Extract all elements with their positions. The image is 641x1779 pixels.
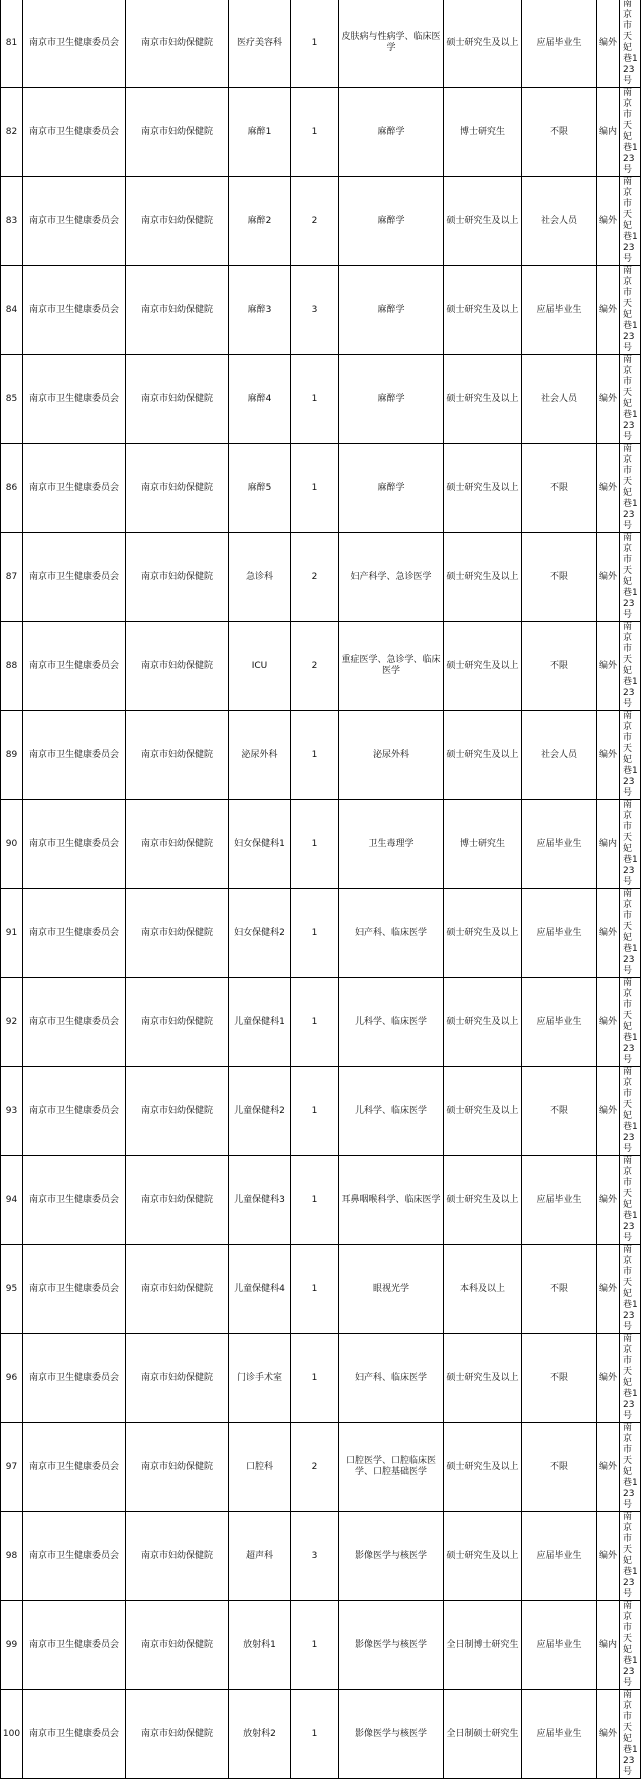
cell-headcount: 1 (291, 1334, 339, 1423)
cell-position: 麻醉3 (229, 266, 291, 355)
cell-department: 南京市卫生健康委员会 (23, 1334, 126, 1423)
cell-address: 南京市天妃巷123号 (620, 444, 641, 533)
cell-target-group: 应届毕业生 (522, 1690, 597, 1779)
cell-position: 麻醉1 (229, 88, 291, 177)
cell-target-group: 应届毕业生 (522, 1156, 597, 1245)
cell-employer: 南京市妇幼保健院 (126, 889, 229, 978)
cell-major: 妇产科、临床医学 (339, 889, 444, 978)
cell-number: 85 (1, 355, 23, 444)
cell-education: 硕士研究生及以上 (444, 1512, 522, 1601)
cell-major: 口腔医学、口腔临床医学、口腔基础医学 (339, 1423, 444, 1512)
cell-target-group: 不限 (522, 1245, 597, 1334)
cell-department: 南京市卫生健康委员会 (23, 533, 126, 622)
cell-major: 麻醉学 (339, 266, 444, 355)
cell-staffing: 编内 (597, 1601, 620, 1690)
cell-target-group: 不限 (522, 533, 597, 622)
cell-employer: 南京市妇幼保健院 (126, 355, 229, 444)
cell-number: 86 (1, 444, 23, 533)
cell-headcount: 1 (291, 444, 339, 533)
cell-position: 超声科 (229, 1512, 291, 1601)
cell-number: 83 (1, 177, 23, 266)
cell-employer: 南京市妇幼保健院 (126, 1690, 229, 1779)
cell-headcount: 1 (291, 1067, 339, 1156)
cell-staffing: 编外 (597, 978, 620, 1067)
cell-department: 南京市卫生健康委员会 (23, 177, 126, 266)
cell-major: 妇产科学、急诊医学 (339, 533, 444, 622)
cell-number: 94 (1, 1156, 23, 1245)
cell-address: 南京市天妃巷123号 (620, 177, 641, 266)
cell-major: 眼视光学 (339, 1245, 444, 1334)
cell-position: 儿童保健科1 (229, 978, 291, 1067)
cell-headcount: 1 (291, 1245, 339, 1334)
table-row (1, 533, 641, 622)
cell-target-group: 应届毕业生 (522, 800, 597, 889)
cell-department: 南京市卫生健康委员会 (23, 1245, 126, 1334)
cell-department: 南京市卫生健康委员会 (23, 1067, 126, 1156)
table-row (1, 1245, 641, 1334)
cell-staffing: 编外 (597, 889, 620, 978)
cell-staffing: 编外 (597, 1423, 620, 1512)
cell-address: 南京市天妃巷123号 (620, 266, 641, 355)
cell-department: 南京市卫生健康委员会 (23, 88, 126, 177)
cell-number: 91 (1, 889, 23, 978)
cell-education: 硕士研究生及以上 (444, 1334, 522, 1423)
cell-employer: 南京市妇幼保健院 (126, 1601, 229, 1690)
cell-address: 南京市天妃巷123号 (620, 1245, 641, 1334)
cell-position: 儿童保健科3 (229, 1156, 291, 1245)
cell-major: 妇产科、临床医学 (339, 1334, 444, 1423)
cell-headcount: 2 (291, 177, 339, 266)
cell-address: 南京市天妃巷123号 (620, 622, 641, 711)
cell-position: 口腔科 (229, 1423, 291, 1512)
cell-number: 92 (1, 978, 23, 1067)
cell-position: 放射科1 (229, 1601, 291, 1690)
cell-headcount: 1 (291, 1601, 339, 1690)
table-row (1, 1334, 641, 1423)
cell-major: 耳鼻咽喉科学、临床医学 (339, 1156, 444, 1245)
cell-employer: 南京市妇幼保健院 (126, 978, 229, 1067)
cell-major: 皮肤病与性病学、临床医学 (339, 0, 444, 88)
cell-staffing: 编外 (597, 444, 620, 533)
cell-education: 博士研究生 (444, 800, 522, 889)
cell-employer: 南京市妇幼保健院 (126, 800, 229, 889)
cell-staffing: 编外 (597, 533, 620, 622)
cell-target-group: 社会人员 (522, 177, 597, 266)
table-row (1, 622, 641, 711)
cell-education: 硕士研究生及以上 (444, 1423, 522, 1512)
cell-department: 南京市卫生健康委员会 (23, 355, 126, 444)
cell-staffing: 编外 (597, 711, 620, 800)
cell-employer: 南京市妇幼保健院 (126, 444, 229, 533)
cell-education: 硕士研究生及以上 (444, 266, 522, 355)
cell-employer: 南京市妇幼保健院 (126, 1512, 229, 1601)
cell-department: 南京市卫生健康委员会 (23, 1423, 126, 1512)
cell-number: 93 (1, 1067, 23, 1156)
cell-education: 硕士研究生及以上 (444, 889, 522, 978)
cell-headcount: 1 (291, 978, 339, 1067)
cell-major: 卫生毒理学 (339, 800, 444, 889)
cell-address: 南京市天妃巷123号 (620, 1334, 641, 1423)
cell-number: 95 (1, 1245, 23, 1334)
cell-headcount: 3 (291, 266, 339, 355)
cell-education: 本科及以上 (444, 1245, 522, 1334)
cell-number: 87 (1, 533, 23, 622)
cell-department: 南京市卫生健康委员会 (23, 1601, 126, 1690)
cell-staffing: 编外 (597, 0, 620, 88)
cell-major: 儿科学、临床医学 (339, 1067, 444, 1156)
cell-target-group: 应届毕业生 (522, 889, 597, 978)
cell-major: 影像医学与核医学 (339, 1601, 444, 1690)
cell-address: 南京市天妃巷123号 (620, 978, 641, 1067)
cell-employer: 南京市妇幼保健院 (126, 266, 229, 355)
cell-major: 重症医学、急诊学、临床医学 (339, 622, 444, 711)
cell-employer: 南京市妇幼保健院 (126, 1334, 229, 1423)
cell-education: 博士研究生 (444, 88, 522, 177)
table-row (1, 1423, 641, 1512)
cell-target-group: 应届毕业生 (522, 0, 597, 88)
cell-department: 南京市卫生健康委员会 (23, 889, 126, 978)
cell-staffing: 编外 (597, 622, 620, 711)
cell-staffing: 编外 (597, 1067, 620, 1156)
cell-headcount: 1 (291, 0, 339, 88)
cell-staffing: 编外 (597, 1334, 620, 1423)
cell-staffing: 编外 (597, 266, 620, 355)
cell-department: 南京市卫生健康委员会 (23, 1156, 126, 1245)
cell-education: 硕士研究生及以上 (444, 711, 522, 800)
cell-department: 南京市卫生健康委员会 (23, 800, 126, 889)
table-row (1, 266, 641, 355)
cell-address: 南京市天妃巷123号 (620, 88, 641, 177)
cell-headcount: 1 (291, 88, 339, 177)
cell-staffing: 编外 (597, 177, 620, 266)
cell-major: 麻醉学 (339, 444, 444, 533)
cell-employer: 南京市妇幼保健院 (126, 0, 229, 88)
table-row (1, 1156, 641, 1245)
cell-number: 82 (1, 88, 23, 177)
table-row (1, 1067, 641, 1156)
cell-address: 南京市天妃巷123号 (620, 1423, 641, 1512)
cell-education: 硕士研究生及以上 (444, 0, 522, 88)
cell-number: 84 (1, 266, 23, 355)
cell-target-group: 不限 (522, 444, 597, 533)
cell-position: 儿童保健科2 (229, 1067, 291, 1156)
cell-education: 硕士研究生及以上 (444, 177, 522, 266)
table-row (1, 1690, 641, 1779)
cell-target-group: 应届毕业生 (522, 1512, 597, 1601)
table-row (1, 355, 641, 444)
cell-employer: 南京市妇幼保健院 (126, 1156, 229, 1245)
cell-staffing: 编外 (597, 1156, 620, 1245)
table-row (1, 444, 641, 533)
table-row (1, 1601, 641, 1690)
cell-education: 硕士研究生及以上 (444, 1156, 522, 1245)
cell-headcount: 1 (291, 1156, 339, 1245)
cell-education: 全日制硕士研究生 (444, 1690, 522, 1779)
table-row (1, 800, 641, 889)
cell-staffing: 编外 (597, 1245, 620, 1334)
cell-address: 南京市天妃巷123号 (620, 889, 641, 978)
cell-education: 全日制博士研究生 (444, 1601, 522, 1690)
cell-target-group: 应届毕业生 (522, 1601, 597, 1690)
cell-position: 门诊手术室 (229, 1334, 291, 1423)
cell-position: 儿童保健科4 (229, 1245, 291, 1334)
cell-headcount: 2 (291, 533, 339, 622)
cell-department: 南京市卫生健康委员会 (23, 711, 126, 800)
cell-employer: 南京市妇幼保健院 (126, 711, 229, 800)
cell-number: 81 (1, 0, 23, 88)
cell-target-group: 不限 (522, 88, 597, 177)
cell-employer: 南京市妇幼保健院 (126, 177, 229, 266)
cell-target-group: 不限 (522, 1423, 597, 1512)
cell-major: 麻醉学 (339, 177, 444, 266)
cell-target-group: 应届毕业生 (522, 978, 597, 1067)
cell-target-group: 应届毕业生 (522, 266, 597, 355)
cell-major: 泌尿外科 (339, 711, 444, 800)
table-row (1, 889, 641, 978)
cell-headcount: 1 (291, 1690, 339, 1779)
cell-education: 硕士研究生及以上 (444, 978, 522, 1067)
cell-address: 南京市天妃巷123号 (620, 1067, 641, 1156)
cell-number: 89 (1, 711, 23, 800)
cell-major: 影像医学与核医学 (339, 1512, 444, 1601)
table-row (1, 1512, 641, 1601)
cell-staffing: 编内 (597, 88, 620, 177)
cell-employer: 南京市妇幼保健院 (126, 533, 229, 622)
cell-employer: 南京市妇幼保健院 (126, 622, 229, 711)
cell-number: 88 (1, 622, 23, 711)
cell-employer: 南京市妇幼保健院 (126, 1245, 229, 1334)
cell-target-group: 不限 (522, 1067, 597, 1156)
table-row (1, 0, 641, 88)
cell-education: 硕士研究生及以上 (444, 622, 522, 711)
cell-address: 南京市天妃巷123号 (620, 800, 641, 889)
cell-headcount: 1 (291, 889, 339, 978)
cell-headcount: 3 (291, 1512, 339, 1601)
cell-headcount: 1 (291, 711, 339, 800)
cell-address: 南京市天妃巷123号 (620, 1512, 641, 1601)
cell-position: ICU (229, 622, 291, 711)
cell-number: 99 (1, 1601, 23, 1690)
table-body (1, 0, 641, 1779)
cell-headcount: 1 (291, 355, 339, 444)
cell-target-group: 社会人员 (522, 355, 597, 444)
cell-address: 南京市天妃巷123号 (620, 1156, 641, 1245)
cell-employer: 南京市妇幼保健院 (126, 88, 229, 177)
cell-address: 南京市天妃巷123号 (620, 355, 641, 444)
cell-headcount: 2 (291, 1423, 339, 1512)
cell-headcount: 2 (291, 622, 339, 711)
cell-number: 100 (1, 1690, 23, 1779)
cell-department: 南京市卫生健康委员会 (23, 444, 126, 533)
cell-department: 南京市卫生健康委员会 (23, 978, 126, 1067)
cell-department: 南京市卫生健康委员会 (23, 266, 126, 355)
cell-number: 98 (1, 1512, 23, 1601)
cell-position: 放射科2 (229, 1690, 291, 1779)
cell-position: 医疗美容科 (229, 0, 291, 88)
cell-target-group: 不限 (522, 1334, 597, 1423)
cell-address: 南京市天妃巷123号 (620, 1690, 641, 1779)
cell-position: 妇女保健科1 (229, 800, 291, 889)
cell-staffing: 编外 (597, 1690, 620, 1779)
cell-target-group: 社会人员 (522, 711, 597, 800)
cell-target-group: 不限 (522, 622, 597, 711)
cell-address: 南京市天妃巷123号 (620, 1601, 641, 1690)
cell-education: 硕士研究生及以上 (444, 444, 522, 533)
cell-address: 南京市天妃巷123号 (620, 711, 641, 800)
cell-major: 麻醉学 (339, 88, 444, 177)
cell-position: 妇女保健科2 (229, 889, 291, 978)
cell-department: 南京市卫生健康委员会 (23, 0, 126, 88)
cell-education: 硕士研究生及以上 (444, 1067, 522, 1156)
cell-position: 麻醉2 (229, 177, 291, 266)
cell-major: 影像医学与核医学 (339, 1690, 444, 1779)
cell-position: 泌尿外科 (229, 711, 291, 800)
cell-number: 97 (1, 1423, 23, 1512)
table-row (1, 711, 641, 800)
cell-education: 硕士研究生及以上 (444, 355, 522, 444)
cell-department: 南京市卫生健康委员会 (23, 622, 126, 711)
cell-number: 96 (1, 1334, 23, 1423)
cell-headcount: 1 (291, 800, 339, 889)
cell-position: 麻醉5 (229, 444, 291, 533)
cell-department: 南京市卫生健康委员会 (23, 1512, 126, 1601)
cell-staffing: 编外 (597, 1512, 620, 1601)
cell-position: 急诊科 (229, 533, 291, 622)
table-row (1, 88, 641, 177)
cell-staffing: 编外 (597, 355, 620, 444)
cell-major: 儿科学、临床医学 (339, 978, 444, 1067)
cell-address: 南京市天妃巷123号 (620, 533, 641, 622)
cell-employer: 南京市妇幼保健院 (126, 1423, 229, 1512)
cell-number: 90 (1, 800, 23, 889)
cell-address: 南京市天妃巷123号 (620, 0, 641, 88)
cell-staffing: 编内 (597, 800, 620, 889)
table-row (1, 177, 641, 266)
cell-employer: 南京市妇幼保健院 (126, 1067, 229, 1156)
cell-position: 麻醉4 (229, 355, 291, 444)
table-row (1, 978, 641, 1067)
cell-education: 硕士研究生及以上 (444, 533, 522, 622)
cell-major: 麻醉学 (339, 355, 444, 444)
cell-department: 南京市卫生健康委员会 (23, 1690, 126, 1779)
